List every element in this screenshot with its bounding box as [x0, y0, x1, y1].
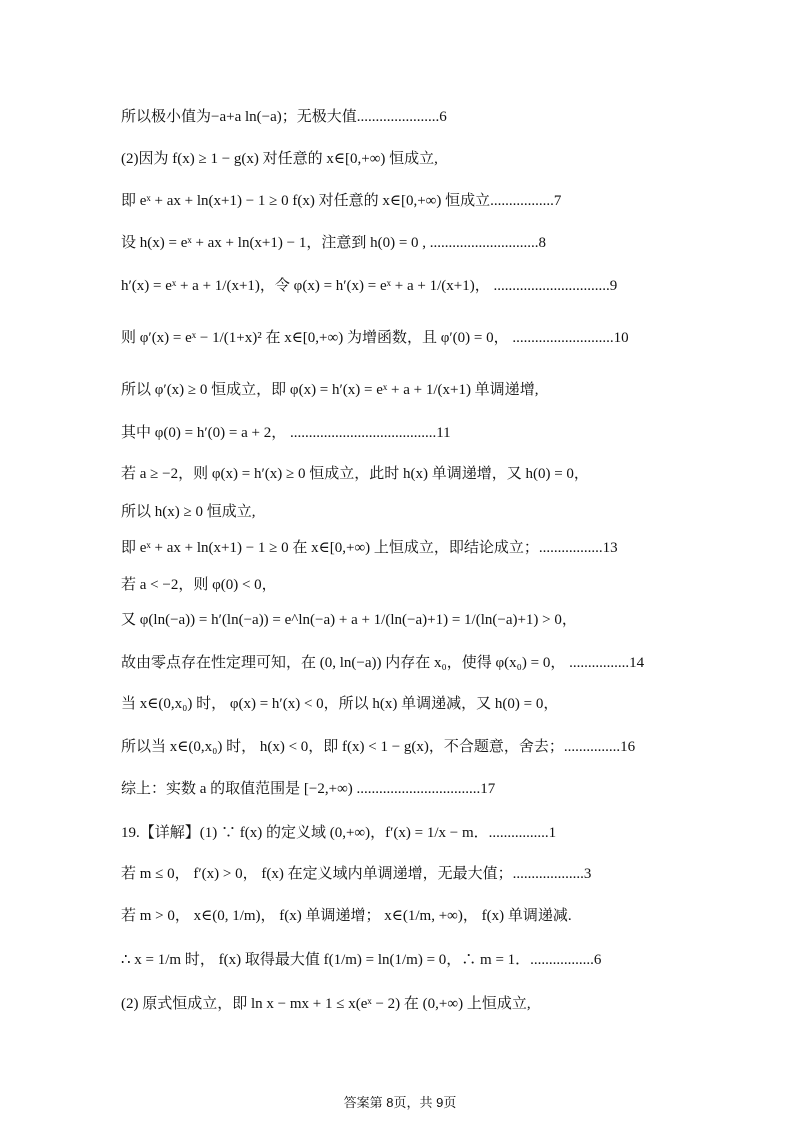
answer-line-6: 则 φ′(x) = eˣ − 1/(1+x)² 在 x∈[0,+∞) 为增函数，且 φ′(0) = 0， ...........................10 [121, 330, 629, 346]
answer-line-2: (2)因为 f(x) ≥ 1 − g(x) 对任意的 x∈[0,+∞) 恒成立, [121, 151, 438, 167]
answer-line-15: 当 x∈(0,x₀) 时， φ(x) = h′(x) < 0，所以 h(x) 单调递减，又 h(0) = 0， [121, 696, 559, 712]
answer-line-11: 即 eˣ + ax + ln(x+1) − 1 ≥ 0 在 x∈[0,+∞) 上恒成立，即结论成立；.................13 [121, 540, 618, 556]
answer-line-16: 所以当 x∈(0,x₀) 时， h(x) < 0，即 f(x) < 1 − g(x)，不合题意，舍去；...............16 [121, 739, 636, 755]
answer-line-12: 若 a < −2，则 φ(0) < 0， [121, 577, 277, 593]
answer-line-3: 即 eˣ + ax + ln(x+1) − 1 ≥ 0 f(x) 对任意的 x∈[0,+∞) 恒成立.................7 [121, 193, 562, 209]
answer-line-4: 设 h(x) = eˣ + ax + ln(x+1) − 1，注意到 h(0) = 0 , .............................8 [121, 235, 547, 251]
answer-line-14: 故由零点存在性定理可知，在 (0, ln(−a)) 内存在 x₀，使得 φ(x₀) = 0， ................14 [121, 655, 645, 671]
answer-line-1: 所以极小值为−a+a ln(−a)；无极大值......................6 [121, 109, 447, 125]
answer-line-20: 若 m > 0， x∈(0, 1/m)， f(x) 单调递增； x∈(1/m, +∞)， f(x) 单调递减. [121, 908, 572, 924]
answer-line-18: 19.【详解】(1) ∵ f(x) 的定义域 (0,+∞)，f′(x) = 1/x − m．................1 [121, 825, 557, 841]
answer-line-17: 综上：实数 a 的取值范围是 [−2,+∞) .................................17 [121, 781, 496, 797]
answer-line-21: ∴ x = 1/m 时， f(x) 取得最大值 f(1/m) = ln(1/m) = 0，∴ m = 1．.................6 [121, 952, 602, 968]
answer-line-22: (2) 原式恒成立，即 ln x − mx + 1 ≤ x(eˣ − 2) 在 (0,+∞) 上恒成立, [121, 996, 531, 1012]
answer-line-9: 若 a ≥ −2，则 φ(x) = h′(x) ≥ 0 恒成立，此时 h(x) 单调递增，又 h(0) = 0， [121, 466, 589, 482]
page-footer: 答案第 8页，共 9页 [343, 1095, 457, 1110]
answer-line-13: 又 φ(ln(−a)) = h′(ln(−a)) = e^ln(−a) + a + 1/(ln(−a)+1) = 1/(ln(−a)+1) > 0， [121, 612, 577, 628]
answer-line-7: 所以 φ′(x) ≥ 0 恒成立，即 φ(x) = h′(x) = eˣ + a + 1/(x+1) 单调递增, [121, 382, 539, 398]
answer-line-10: 所以 h(x) ≥ 0 恒成立, [121, 504, 256, 520]
answer-line-19: 若 m ≤ 0， f′(x) > 0， f(x) 在定义域内单调递增，无最大值；...................3 [121, 866, 592, 882]
answer-line-5: h′(x) = eˣ + a + 1/(x+1)，令 φ(x) = h′(x) = eˣ + a + 1/(x+1)， ...............................9 [121, 278, 618, 294]
answer-line-8: 其中 φ(0) = h′(0) = a + 2， .......................................11 [121, 425, 451, 441]
